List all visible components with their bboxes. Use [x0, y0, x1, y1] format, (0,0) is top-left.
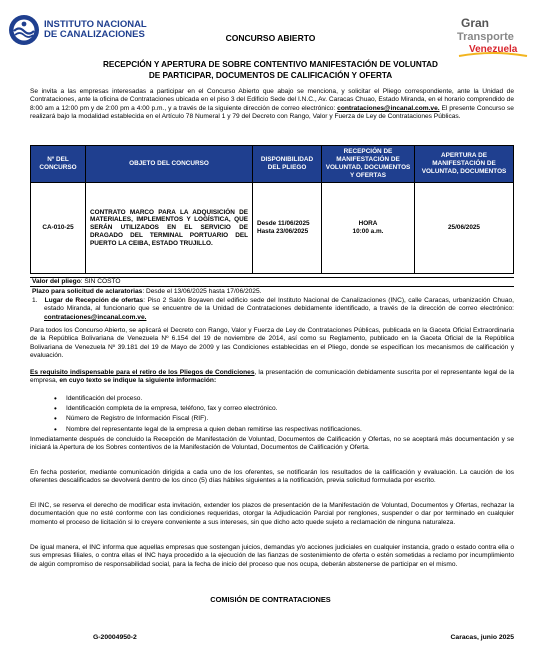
plazo-value: : Desde el 13/06/2025 hasta 17/06/2025. [142, 288, 262, 296]
item-number: 1. [32, 296, 38, 304]
valor-label: Valor del pliego [32, 278, 81, 285]
document-type: CONCURSO ABIERTO [225, 33, 316, 43]
requirement-paragraph [30, 369, 514, 386]
after-reception-paragraph: Inmediatamente después de concluido la Recepción de Manifestación de Voluntad, Documentos de Calificación y Ofertas, no se aceptará más documentación y se iniciará la Apertura de los Sobres contentivos de la Manifestación de Voluntad, Documentos de Calificación y Oferta. [30, 436, 514, 452]
item-label: Lugar de Recepción de ofertas [44, 296, 144, 304]
results-paragraph: En fecha posterior, mediante comunicación dirigida a cada uno de los oferentes, se notificarán los resultados de la calificación y evaluación. La caución de los oferentes descalificados se devolverá dentro de los cinco (5) días hábiles siguientes a la notificación, previa solicitud formulada por escrito. [30, 469, 514, 485]
plazo-label: Plazo para solicitud de aclaratorias [32, 288, 143, 296]
org-name-line1: INSTITUTO NACIONAL [44, 19, 147, 30]
svg-text:Transporte: Transporte [457, 31, 514, 43]
intro-text-2: El presente Concurso se realizará bajo la modalidad establecida en el Artículo 78 Numeral 1 y 79 del Decreto con Rango, Valor y Fuerza de Ley de Contrataciones Públicas. [30, 104, 514, 121]
cell-object: CONTRATO MARCO PARA LA ADQUISICIÓN DE MATERIALES, IMPLEMENTOS Y LOGÍSTICA, QUE SERÁN UTILIZADOS EN EL SERVICIO DE DRAGADO DEL TERMINAL PORTUARIO DEL PUERTO LA CEIBA, ESTADO TRUJILLO. [86, 183, 253, 274]
list-item: • Identificación completa de la empresa, teléfono, fax y correo electrónico. [66, 404, 506, 414]
concurso-table [30, 145, 514, 274]
cell-opening: 25/06/2025 [415, 183, 514, 274]
requirement-bold-2: en cuyo texto se indique la siguiente información: [59, 377, 217, 385]
cell-code: CA-010-25 [31, 183, 86, 274]
table-row [31, 183, 514, 274]
header-object: OBJETO DEL CONCURSO [86, 146, 253, 183]
reception-time: 10:00 a.m. [352, 228, 384, 235]
cell-reception [322, 183, 415, 274]
plazo-line [30, 287, 514, 296]
footer-rif: G-20004950-2 [93, 634, 137, 641]
page-title [0, 59, 541, 81]
header-opening: APERTURA DE MANIFESTACIÓN DE VOLUNTAD, DOCUMENTOS [415, 146, 514, 183]
item-text: : Piso 2 Salón Boyaven del edificio sede del Instituto Nacional de Canalizaciones (INC), calle Caracas, urbanización Chuao, estado Miranda, al funcionario que se encuentre de la Unidad de Contrataciones debidamente identificado, a través de la dirección de correo electrónico: [44, 296, 514, 313]
list-item: • Identificación del proceso. [66, 394, 506, 404]
title-line-2: DE PARTICIPAR, DOCUMENTOS DE CALIFICACIÓN Y OFERTA [148, 71, 393, 80]
reception-place-item [30, 297, 514, 322]
svg-text:Gran: Gran [461, 16, 490, 30]
requirement-bold-1: Es requisito indispensable para el retiro de los Pliegos de Condiciones [30, 369, 255, 376]
requirement-normal: , la presentación de comunicación debidamente suscrita por el representante legal de la empresa, [30, 369, 515, 385]
email-link[interactable]: contrataciones@incanal.com.ve. [337, 104, 440, 112]
conditions-box [30, 277, 514, 322]
footer-date: Caracas, junio 2025 [450, 634, 514, 641]
org-name-line2: DE CANALIZACIONES [44, 29, 145, 40]
exclusion-paragraph: De igual manera, el INC informa que aquellas empresas que sostengan juicios, demandas y/o acciones judiciales en cualquier instancia, grado o estado contra ella o sus empresas filiales, o contra ellas el INC haya procedido a la ejecución de las fianzas de sostenimiento de oferta o estén sometidas a reclamo por incumplimiento de algún compromiso de responsabilidad social, para la fecha de inicio del proceso que nos ocupa, deberán abstenerse de participar en el mismo. [30, 544, 514, 568]
table-header-row [31, 146, 514, 183]
signature-committee: COMISIÓN DE CONTRATACIONES [210, 595, 331, 604]
availability-from: Desde 11/06/2025 [257, 220, 310, 228]
list-item: • Nombre del representante legal de la empresa a quien deban remitirse las respectivas notificaciones. [66, 425, 506, 435]
law-paragraph: Para todos los Concurso Abierto, se aplicará el Decreto con Rango, Valor y Fuerza de Ley de Contrataciones Públicas, publicada en la Gaceta Oficial Extraordinaria de la República Bolivariana de Venezuela Nº 6.154 del 19 de noviembre de 2014, así como su Reglamento, publicado en la Gaceta Oficial de la República Bolivariana de Venezuela Nº 39.181 del 19 de Mayo de 2009 y las Condiciones establecidas en el Pliego, donde se especifican los mecanismos de calificación y evaluación. [30, 327, 514, 360]
cell-availability [253, 183, 322, 274]
svg-text:Venezuela: Venezuela [469, 44, 518, 55]
availability-to: Hasta 23/06/2025 [257, 228, 309, 235]
rights-paragraph: El INC, se reserva el derecho de modificar esta invitación, extender los plazos de presentación de la Manifestación de Voluntad, Documentos y Ofertas, rechazar la documentación que no esté conforme con las condiciones requeridas, otorgar la Adjudicación Parcial por renglones, suspender o dar por terminado en cualquier momento el proceso de licitación si lo creyere conveniente a sus intereses, sin que dicho acto quede sujeto a reclamación de ninguna naturaleza. [30, 502, 514, 526]
intro-paragraph [30, 88, 514, 122]
intro-text-1: Se invita a las empresas interesadas a participar en el Concurso Abierto que abajo se menciona, y solicitar el Pliego correspondiente, ante la Unidad de Contrataciones, ante la oficina de Contrataciones ubicada en el piso 3 del Edificio Sede del I.N.C., Av. Caracas Chuao, Estado Miranda, en el horario comprendido de 8:00 am a 12:00 pm y de 2:00 pm a 4:00 p.m., y a través de la siguiente dirección de correo electrónico: [30, 88, 514, 112]
reception-email-link[interactable]: contrataciones@incanal.com.ve. [44, 313, 147, 321]
header-reception: RECEPCIÓN DE MANIFESTACIÓN DE VOLUNTAD, DOCUMENTOS Y OFERTAS [322, 146, 415, 183]
reception-label: HORA [358, 220, 378, 228]
header-availability: DISPONIBILIDAD DEL PLIEGO [253, 146, 322, 183]
header-code: Nº DEL CONCURSO [31, 146, 86, 183]
list-item: • Número de Registro de Información Fiscal (RIF). [66, 414, 506, 424]
valor-value: : SIN COSTO [80, 278, 121, 285]
valor-line [30, 277, 514, 287]
title-line-1: RECEPCIÓN Y APERTURA DE SOBRE CONTENTIVO MANIFESTACIÓN DE VOLUNTAD [103, 60, 438, 69]
requirements-list [66, 394, 506, 435]
